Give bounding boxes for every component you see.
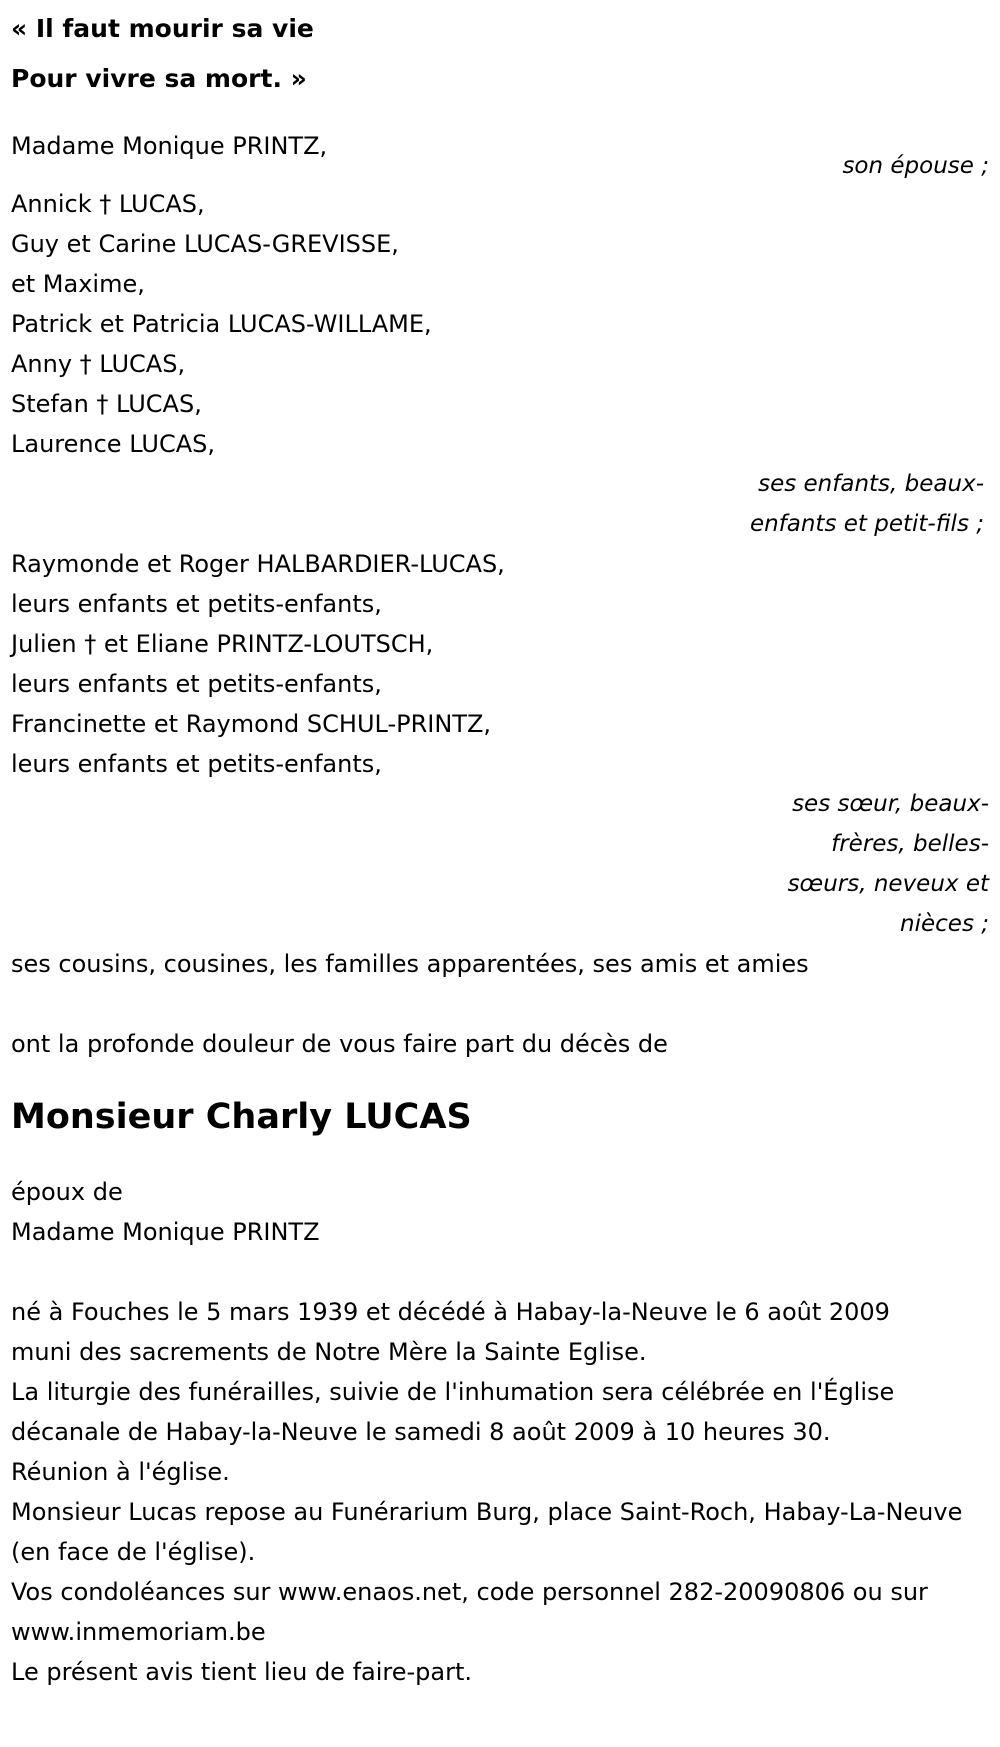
spouse-name: Madame Monique PRINTZ, bbox=[11, 132, 328, 160]
spouse-group bbox=[11, 126, 989, 186]
deceased-name: Monsieur Charly LUCAS bbox=[11, 1097, 472, 1137]
birth-death-line: né à Fouches le 5 mars 1939 et décédé à Habay-la-Neuve le 6 août 2009 bbox=[11, 1298, 890, 1326]
child-entry: Laurence LUCAS, bbox=[11, 430, 215, 458]
notice-closing: Le présent avis tient lieu de faire-part. bbox=[11, 1658, 473, 1686]
others-line: ses cousins, cousines, les familles apparentées, ses amis et amies bbox=[11, 950, 809, 978]
child-entry: Guy et Carine LUCAS-GREVISSE, bbox=[11, 230, 399, 258]
condolences-info: Vos condoléances sur www.enaos.net, code personnel 282-20090806 ou sur www.inmemoriam.be bbox=[11, 1578, 928, 1646]
details-section bbox=[11, 1292, 989, 1692]
funerarium-info: Monsieur Lucas repose au Funérarium Burg, place Saint-Roch, Habay-La-Neuve (en face de l'église). bbox=[11, 1498, 963, 1566]
child-entry: Anny † LUCAS, bbox=[11, 350, 186, 378]
spouse-of-name: Madame Monique PRINTZ bbox=[11, 1218, 320, 1246]
spouse-of-label: époux de bbox=[11, 1178, 123, 1206]
announcement-line: ont la profonde douleur de vous faire part du décès de bbox=[11, 1030, 668, 1058]
children-role: ses enfants, beaux-enfants et petit-fils ; bbox=[749, 471, 984, 537]
child-entry: Stefan † LUCAS, bbox=[11, 390, 202, 418]
siblings-group bbox=[11, 544, 989, 944]
sibling-entry: Francinette et Raymond SCHUL-PRINTZ, bbox=[11, 710, 492, 738]
quote-line-2: Pour vivre sa mort. » bbox=[11, 64, 307, 93]
sibling-entry: leurs enfants et petits-enfants, bbox=[11, 750, 382, 778]
sibling-entry: Raymonde et Roger HALBARDIER-LUCAS, bbox=[11, 550, 505, 578]
sibling-entry: Julien † et Eliane PRINTZ-LOUTSCH, bbox=[11, 630, 434, 658]
child-entry: Annick † LUCAS, bbox=[11, 190, 205, 218]
spouse-role: son épouse ; bbox=[842, 153, 989, 179]
funeral-info: La liturgie des funérailles, suivie de l'inhumation sera célébrée en l'Église décanale de Habay-la-Neuve le samedi 8 août 2009 à 10 heures 30. bbox=[11, 1378, 895, 1446]
sibling-entry: leurs enfants et petits-enfants, bbox=[11, 670, 382, 698]
sibling-entry: leurs enfants et petits-enfants, bbox=[11, 590, 382, 618]
sacraments-line: muni des sacrements de Notre Mère la Sainte Eglise. bbox=[11, 1338, 647, 1366]
child-entry: Patrick et Patricia LUCAS-WILLAME, bbox=[11, 310, 432, 338]
epigraph-quote bbox=[11, 4, 989, 104]
children-group bbox=[11, 184, 989, 544]
siblings-role: ses sœur, beaux-frères, belles-sœurs, neveux et nièces ; bbox=[787, 791, 989, 937]
child-entry: et Maxime, bbox=[11, 270, 145, 298]
meeting-info: Réunion à l'église. bbox=[11, 1458, 230, 1486]
quote-line-1: « Il faut mourir sa vie bbox=[11, 14, 314, 43]
